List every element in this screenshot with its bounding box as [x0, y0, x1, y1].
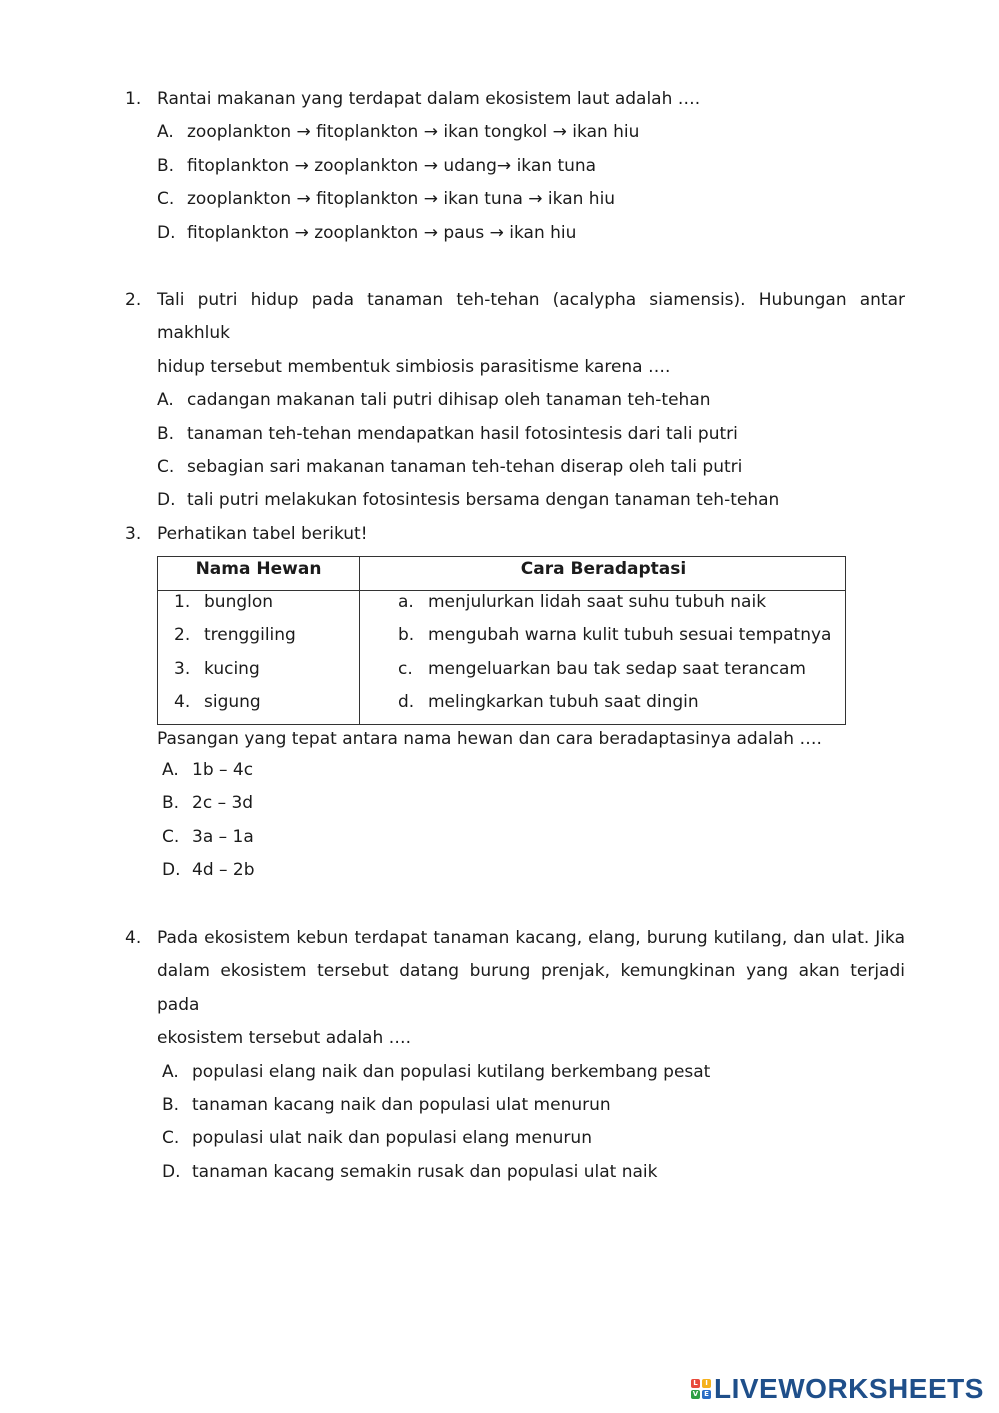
option-list [157, 384, 905, 518]
question-2 [125, 284, 905, 518]
liveworksheets-logo[interactable] [691, 1373, 984, 1404]
option-d[interactable]: D. 4d – 2b [157, 854, 905, 887]
question-3 [125, 518, 905, 551]
table-row-animal: 4. sigung [174, 692, 261, 713]
option-text: populasi elang naik dan populasi kutilang berkembang pesat [192, 1061, 711, 1082]
table-row-animal: 2. trenggiling [174, 625, 296, 646]
question-number: 2. [125, 290, 142, 310]
question-stem [157, 284, 905, 384]
option-d[interactable]: D. tali putri melakukan fotosintesis bersama dengan tanaman teh-tehan [157, 484, 905, 517]
question-number: 3. [125, 524, 142, 544]
stem-line: dalam ekosistem tersebut datang burung prenjak, kemungkinan yang akan terjadi pada [157, 961, 905, 1015]
question-3-prompt: Pasangan yang tepat antara nama hewan dan cara beradaptasinya adalah …. [157, 729, 822, 749]
option-text: zooplankton → fitoplankton → ikan tuna → ikan hiu [187, 189, 616, 210]
option-b[interactable]: B. 2c – 3d [157, 787, 905, 820]
logo-mark-icon [691, 1379, 711, 1399]
option-text: tanaman kacang naik dan populasi ulat menurun [192, 1095, 611, 1116]
stem-line: ekosistem tersebut adalah …. [157, 1028, 412, 1049]
option-text: tanaman kacang semakin rusak dan populasi ulat naik [192, 1161, 658, 1182]
option-a[interactable]: A. populasi elang naik dan populasi kutilang berkembang pesat [157, 1056, 905, 1089]
option-a[interactable]: A. cadangan makanan tali putri dihisap oleh tanaman teh-tehan [157, 384, 905, 417]
option-text: 4d – 2b [192, 860, 255, 881]
question-stem [157, 83, 905, 116]
option-text: 1b – 4c [192, 760, 254, 780]
question-number: 4. [125, 928, 142, 948]
option-list [157, 754, 905, 888]
option-a[interactable]: A. zooplankton → fitoplankton → ikan tongkol → ikan hiu [157, 116, 905, 149]
question-stem [157, 922, 905, 1056]
table-row-adaptation: d. melingkarkan tubuh saat dingin [398, 692, 699, 713]
option-d[interactable]: D. tanaman kacang semakin rusak dan populasi ulat naik [157, 1156, 905, 1189]
table-header-animal: Nama Hewan [195, 559, 322, 579]
option-text: tali putri melakukan fotosintesis bersama dengan tanaman teh-tehan [187, 490, 780, 511]
option-a[interactable]: A. 1b – 4c [157, 754, 905, 787]
option-list [157, 116, 905, 250]
table-row-adaptation: b. mengubah warna kulit tubuh sesuai tempatnya [398, 625, 832, 646]
option-list [157, 1056, 905, 1190]
table-row-adaptation: c. mengeluarkan bau tak sedap saat terancam [398, 658, 806, 679]
question-4 [125, 922, 905, 1189]
stem-line: Pada ekosistem kebun terdapat tanaman kacang, elang, burung kutilang, dan ulat. Jika [157, 928, 905, 948]
option-text: 3a – 1a [192, 826, 254, 847]
option-b[interactable]: B. tanaman kacang naik dan populasi ulat menurun [157, 1089, 905, 1122]
logo-text: LIVEWORKSHEETS [714, 1373, 984, 1404]
option-text: tanaman teh-tehan mendapatkan hasil fotosintesis dari tali putri [187, 423, 738, 444]
table-row-animal: 3. kucing [174, 658, 260, 679]
option-c[interactable]: C. sebagian sari makanan tanaman teh-tehan diserap oleh tali putri [157, 451, 905, 484]
option-b[interactable]: B. tanaman teh-tehan mendapatkan hasil fotosintesis dari tali putri [157, 418, 905, 451]
option-text: 2c – 3d [192, 793, 254, 814]
option-d[interactable]: D. fitoplankton → zooplankton → paus → ikan hiu [157, 217, 905, 250]
question-number: 1. [125, 89, 142, 109]
option-c[interactable]: C. zooplankton → fitoplankton → ikan tuna → ikan hiu [157, 183, 905, 216]
adaptation-table [157, 556, 846, 725]
option-text: cadangan makanan tali putri dihisap oleh tanaman teh-tehan [187, 390, 711, 411]
table-header-adaptation: Cara Beradaptasi [520, 559, 687, 579]
logo-tile: E [702, 1390, 711, 1399]
logo-tile: I [702, 1379, 711, 1388]
option-text: sebagian sari makanan tanaman teh-tehan diserap oleh tali putri [187, 457, 743, 477]
logo-tile: L [691, 1379, 700, 1388]
stem-line: Perhatikan tabel berikut! [157, 524, 368, 544]
option-c[interactable]: C. populasi ulat naik dan populasi elang menurun [157, 1122, 905, 1155]
question-stem [157, 518, 905, 551]
stem-line: hidup tersebut membentuk simbiosis parasitisme karena …. [157, 356, 671, 377]
stem-line: Rantai makanan yang terdapat dalam ekosistem laut adalah …. [157, 89, 701, 109]
question-3-options [125, 754, 905, 888]
option-b[interactable]: B. fitoplankton → zooplankton → udang→ ikan tuna [157, 150, 905, 183]
option-text: fitoplankton → zooplankton → paus → ikan hiu [187, 222, 577, 243]
option-c[interactable]: C. 3a – 1a [157, 821, 905, 854]
stem-line: Tali putri hidup pada tanaman teh-tehan (acalypha siamensis). Hubungan antar makhluk [157, 290, 905, 344]
table-row-adaptation: a. menjulurkan lidah saat suhu tubuh naik [398, 592, 767, 612]
logo-tile: V [692, 1390, 699, 1398]
question-1 [125, 83, 905, 250]
option-text: populasi ulat naik dan populasi elang menurun [192, 1128, 592, 1149]
option-text: zooplankton → fitoplankton → ikan tongkol → ikan hiu [187, 122, 640, 143]
table-row-animal: 1. bunglon [174, 592, 274, 612]
option-text: fitoplankton → zooplankton → udang→ ikan tuna [187, 155, 597, 176]
